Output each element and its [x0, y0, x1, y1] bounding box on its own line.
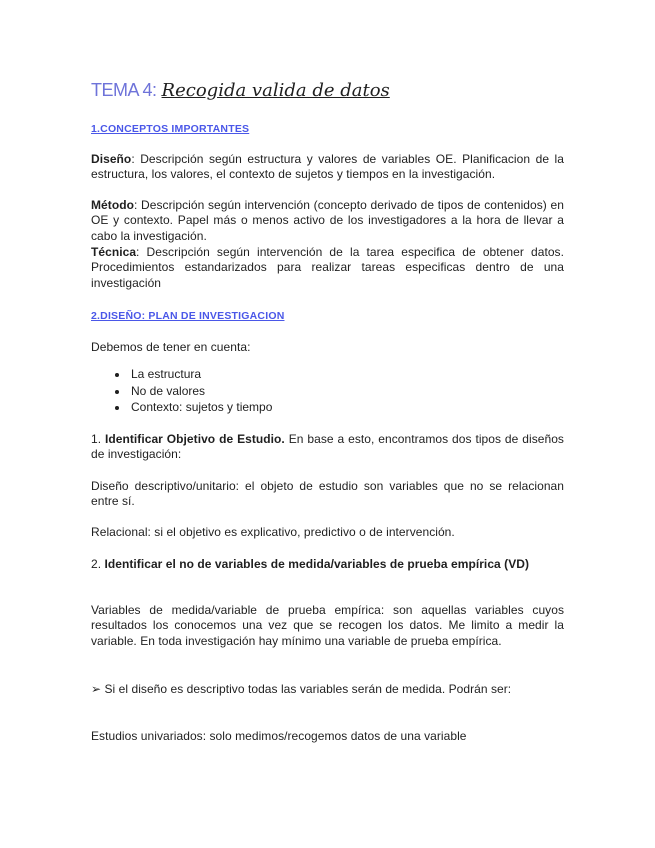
definition-diseno	[91, 152, 564, 183]
title-text: Recogida valida de datos	[161, 80, 390, 101]
bullet-list	[91, 366, 272, 416]
section-heading-1: 1.CONCEPTOS IMPORTANTES	[91, 123, 250, 135]
step-1	[91, 432, 564, 463]
step-number: 1.	[91, 432, 105, 446]
step-text: En base a esto, encontramos dos tipos de diseños de investigación:	[91, 432, 564, 462]
definition-text: : Descripción según intervención (concepto derivado de tipos de contenidos) en OE y contexto. Papel más o menos activo de los investigadores a la hora de llevar a cabo la investigación.	[91, 198, 564, 243]
definition-term: Método	[91, 198, 134, 212]
step-heading: Identificar el no de variables de medida/variables de prueba empírica (VD)	[104, 557, 530, 571]
definition-tecnica	[91, 245, 564, 291]
definition-term: Diseño	[91, 152, 132, 166]
list-item: • No de valores	[129, 383, 272, 400]
step-heading: Identificar Objetivo de Estudio.	[105, 432, 285, 446]
intro-text: Debemos de tener en cuenta:	[91, 340, 251, 354]
definition-text: : Descripción según estructura y valores de variables OE. Planificacion de la estructura, los valores, el contexto de sujetos y tiempos en la investigación.	[91, 152, 564, 182]
arrow-note: ➢ Si el diseño es descriptivo todas las variables serán de medida. Podrán ser:	[91, 682, 512, 696]
definition-text: : Descripción según intervención de la tarea especifica de obtener datos. Procedimientos estandarizados para realizar tareas especificas dentro de una investigación	[91, 245, 564, 290]
variables-medida-paragraph: Variables de medida/variable de prueba empírica: son aquellas variables cuyos resultados los conocemos una vez que se recogen los datos. Me limito a medir la variable. En toda investigación hay mínimo una variable de prueba empírica.	[91, 603, 564, 648]
univariados-paragraph: Estudios univariados: solo medimos/recogemos datos de una variable	[91, 729, 467, 743]
step-2	[91, 557, 564, 572]
relacional-paragraph: Relacional: si el objetivo es explicativo, predictivo o de intervención.	[91, 525, 455, 539]
title-prefix: TEMA 4:	[91, 80, 157, 100]
list-item: • La estructura	[129, 366, 272, 383]
step-number: 2.	[91, 557, 105, 571]
list-item: • Contexto: sujetos y tiempo	[129, 399, 272, 416]
definition-metodo	[91, 198, 564, 244]
descriptivo-paragraph: Diseño descriptivo/unitario: el objeto de estudio son variables que no se relacionan entre sí.	[91, 479, 564, 509]
page-title	[91, 80, 390, 101]
section-heading-2: 2.DISEÑO: PLAN DE INVESTIGACION	[91, 310, 285, 322]
definition-term: Técnica	[91, 245, 137, 259]
